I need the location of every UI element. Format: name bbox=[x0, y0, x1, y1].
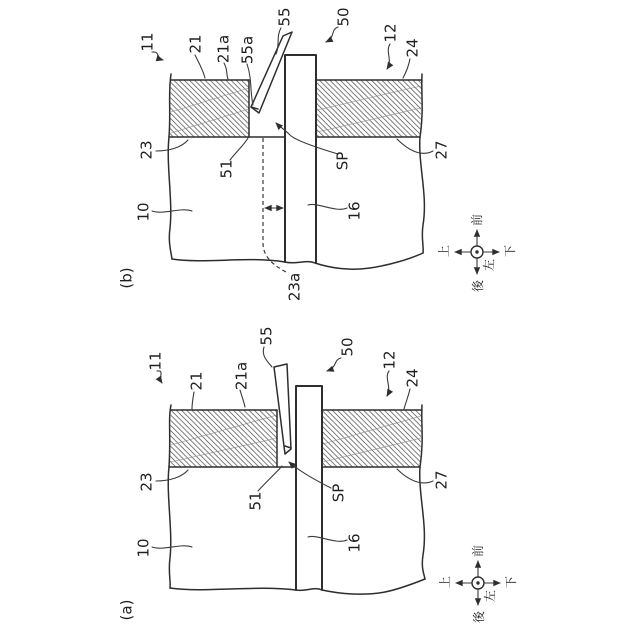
compass-label-up-a: 上 bbox=[438, 575, 453, 589]
label-55-a: 55 bbox=[257, 326, 276, 346]
label-12-b: 12 bbox=[381, 23, 400, 43]
leader-10-b bbox=[152, 210, 192, 212]
label-27-a: 27 bbox=[432, 470, 451, 490]
compass-axis-dot-a bbox=[476, 581, 479, 584]
leader-51-b bbox=[230, 138, 248, 160]
leader-27-b bbox=[397, 139, 433, 153]
label-23-b: 23 bbox=[137, 140, 156, 160]
panel-b bbox=[117, 7, 450, 301]
compass-label-back-a: 後 bbox=[472, 610, 487, 624]
compass-label-front-b: 前 bbox=[470, 213, 485, 227]
label-24-a: 24 bbox=[403, 368, 422, 388]
compass-label-up-b: 上 bbox=[437, 244, 452, 258]
panel-a bbox=[117, 326, 453, 621]
compass-label-left-a: 左 bbox=[483, 589, 498, 603]
label-10-a: 10 bbox=[134, 538, 153, 558]
leader-21a-b bbox=[224, 63, 228, 79]
panel-tag-a: (a) bbox=[117, 599, 136, 621]
label-16-b: 16 bbox=[345, 201, 364, 221]
leader-21a-a bbox=[240, 390, 245, 407]
leader-23-a bbox=[156, 470, 188, 481]
label-51-b: 51 bbox=[217, 159, 236, 179]
arrow-11-a bbox=[157, 371, 162, 383]
arrow-50-b bbox=[326, 27, 338, 42]
label-12-a: 12 bbox=[380, 350, 399, 370]
label-23-a: 23 bbox=[137, 472, 156, 492]
orientation-compass-b bbox=[436, 214, 517, 292]
leader-21-b bbox=[195, 55, 205, 78]
compass-label-down-b: 下 bbox=[503, 244, 518, 258]
label-23a-b: 23a bbox=[285, 272, 304, 302]
compass-label-back-b: 後 bbox=[471, 279, 486, 293]
member21-hatch-b bbox=[169, 80, 249, 137]
label-21a-b: 21a bbox=[214, 34, 233, 64]
label-24-b: 24 bbox=[403, 38, 422, 58]
compass-axis-dot-b bbox=[475, 250, 478, 253]
label-16-a: 16 bbox=[345, 533, 364, 553]
compass-label-left-b: 左 bbox=[482, 258, 497, 272]
leader-51-a bbox=[258, 466, 282, 491]
leader-10-a bbox=[152, 546, 192, 548]
bottom-break-edge-a bbox=[170, 579, 425, 594]
leader-16-b bbox=[308, 204, 347, 209]
label-10-b: 10 bbox=[134, 202, 153, 222]
label-sp-a: SP bbox=[329, 483, 348, 503]
label-11-b: 11 bbox=[138, 32, 157, 52]
member21-hatch-a bbox=[169, 410, 277, 467]
leader-24-a bbox=[404, 389, 410, 409]
leader-23-b bbox=[156, 140, 188, 151]
arrow-12-a bbox=[387, 371, 389, 396]
label-11-a: 11 bbox=[146, 351, 165, 371]
leader-24-b bbox=[403, 59, 410, 78]
panel-tag-b: (b) bbox=[117, 267, 136, 289]
label-50-b: 50 bbox=[334, 7, 353, 27]
bar16-b bbox=[285, 55, 316, 263]
leader-55-a bbox=[263, 347, 272, 367]
arrow-50-a bbox=[327, 358, 341, 371]
label-50-a: 50 bbox=[338, 337, 357, 357]
arrow-12-b bbox=[387, 44, 390, 69]
label-21-b: 21 bbox=[186, 34, 205, 54]
compass-label-down-a: 下 bbox=[504, 575, 519, 589]
arrow-11-b bbox=[152, 52, 163, 60]
orientation-compass-a bbox=[437, 545, 518, 623]
bottom-break-edge-b bbox=[172, 253, 423, 269]
compass-label-front-a: 前 bbox=[471, 544, 486, 558]
leader-21-a bbox=[192, 392, 194, 409]
leader-27-a bbox=[397, 469, 433, 483]
label-21a-a: 21a bbox=[232, 361, 251, 391]
label-sp-b: SP bbox=[333, 151, 352, 171]
label-51-a: 51 bbox=[246, 491, 265, 511]
label-27-b: 27 bbox=[432, 140, 451, 160]
label-55-b: 55 bbox=[275, 7, 294, 27]
label-55a-b: 55a bbox=[238, 35, 257, 65]
label-21-a: 21 bbox=[187, 371, 206, 391]
leader-16-a bbox=[308, 536, 347, 541]
bar16-a bbox=[296, 386, 322, 590]
